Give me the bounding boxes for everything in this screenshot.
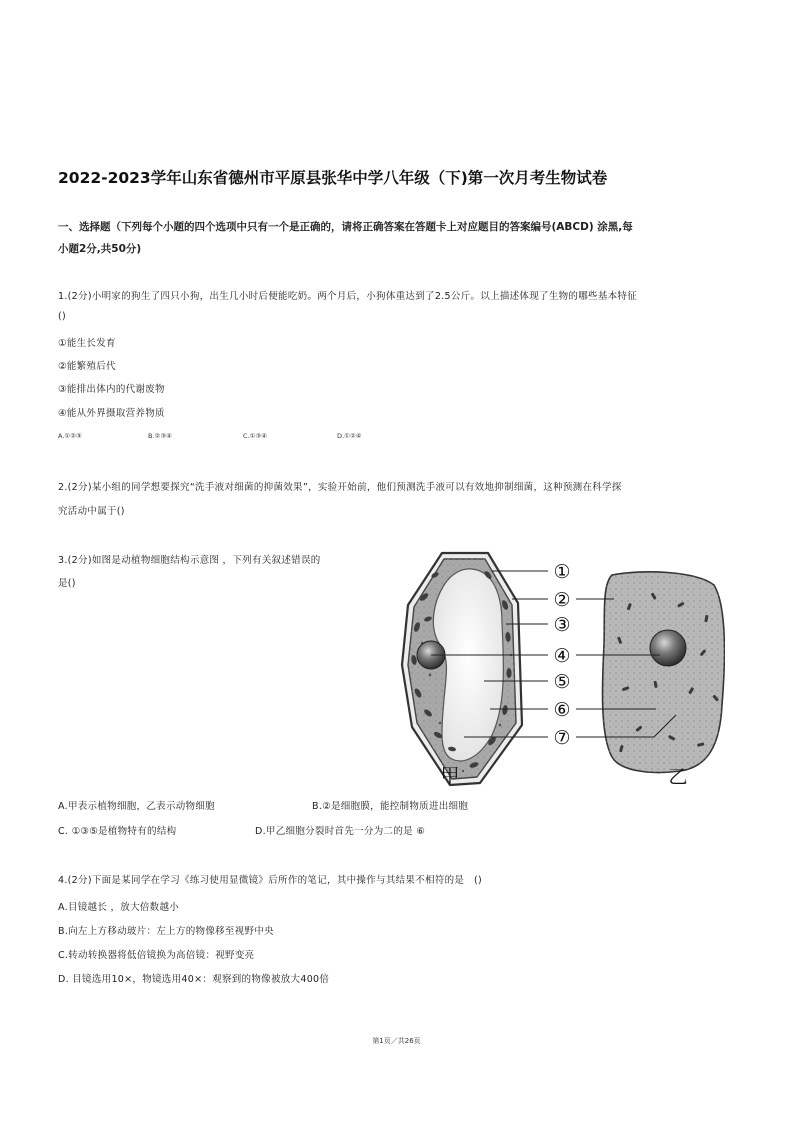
q1-item: ④能从外界摄取营养物质 xyxy=(58,408,165,419)
plant-cell xyxy=(402,553,522,785)
q4-option-a: A.目镜越长 ，放大倍数越小 xyxy=(58,902,180,913)
label-7: ⑦ xyxy=(553,727,571,749)
q2-stem-line2: 究活动中属于() xyxy=(58,506,125,517)
q3-option-d: D.甲乙细胞分裂时首先一分为二的是 ⑥ xyxy=(255,826,426,837)
q1-option-b: B.②③④ xyxy=(148,432,173,440)
q1-option-d: D.①②④ xyxy=(337,432,362,440)
q4-stem: 4.(2分)下面是某同学在学习《练习使用显微镜》后所作的笔记，其中操作与其结果不相符的是 () xyxy=(58,875,483,886)
caption-plant-cell: 甲 xyxy=(440,765,460,787)
q1-item: ③能排出体内的代谢废物 xyxy=(58,384,165,395)
q4-option-b: B.向左上方移动玻片：左上方的物像移至视野中央 xyxy=(58,926,274,937)
q3-stem-line1: 3.(2分)如图是动植物细胞结构示意图 ，下列有关叙述错误的 xyxy=(58,555,321,566)
page-title: 2022-2023学年山东省德州市平原县张华中学八年级（下)第一次月考生物试卷 xyxy=(58,169,608,187)
q1-stem-line2: () xyxy=(58,311,67,322)
page-footer: 第1页／共26页 xyxy=(372,1037,421,1045)
section-heading-line1: 一、选择题（下列每个小题的四个选项中只有一个是正确的，请将正确答案在答题卡上对应题目的答案编号(ABCD) 涂黑,每 xyxy=(58,221,633,233)
q1-option-c: C.①③④ xyxy=(243,432,268,440)
label-4: ④ xyxy=(553,645,571,667)
diagram-labels xyxy=(553,561,570,749)
label-6: ⑥ xyxy=(553,699,571,721)
caption-animal-cell: 乙 xyxy=(668,766,688,788)
animal-cell xyxy=(602,572,724,773)
q1-item: ②能繁殖后代 xyxy=(58,361,116,372)
label-5: ⑤ xyxy=(553,671,571,693)
q3-option-c: C. ①③⑤是植物特有的结构 xyxy=(58,826,177,837)
q2-stem-line1: 2.(2分)某小组的同学想要探究“洗手液对细菌的抑菌效果”，实验开始前，他们预测洗手液可以有效地抑制细菌，这种预测在科学探 xyxy=(58,482,622,493)
q1-stem-line1: 1.(2分)小明家的狗生了四只小狗，出生几小时后便能吃奶。两个月后，小狗体重达到了2.5公斤。以上描述体现了生物的哪些基本特征 xyxy=(58,291,638,302)
q1-option-a: A.①②③ xyxy=(58,432,82,440)
label-2: ② xyxy=(553,589,571,611)
q3-stem-line2: 是() xyxy=(58,578,76,589)
section-heading-line2: 小题2分,共50分) xyxy=(58,243,142,255)
q4-option-c: C.转动转换器将低倍镜换为高倍镜：视野变亮 xyxy=(58,950,255,961)
q3-option-b: B.②是细胞膜，能控制物质进出细胞 xyxy=(312,801,469,812)
label-1: ① xyxy=(553,561,571,583)
q4-option-d: D. 目镜选用10×，物镜选用40×：观察到的物像被放大400倍 xyxy=(58,974,330,985)
animal-nucleus xyxy=(650,630,686,666)
q1-item: ①能生长发育 xyxy=(58,338,116,349)
cell-structure-diagram xyxy=(380,545,725,790)
q3-option-a: A.甲表示植物细胞，乙表示动物细胞 xyxy=(58,801,215,812)
label-3: ③ xyxy=(553,614,571,636)
